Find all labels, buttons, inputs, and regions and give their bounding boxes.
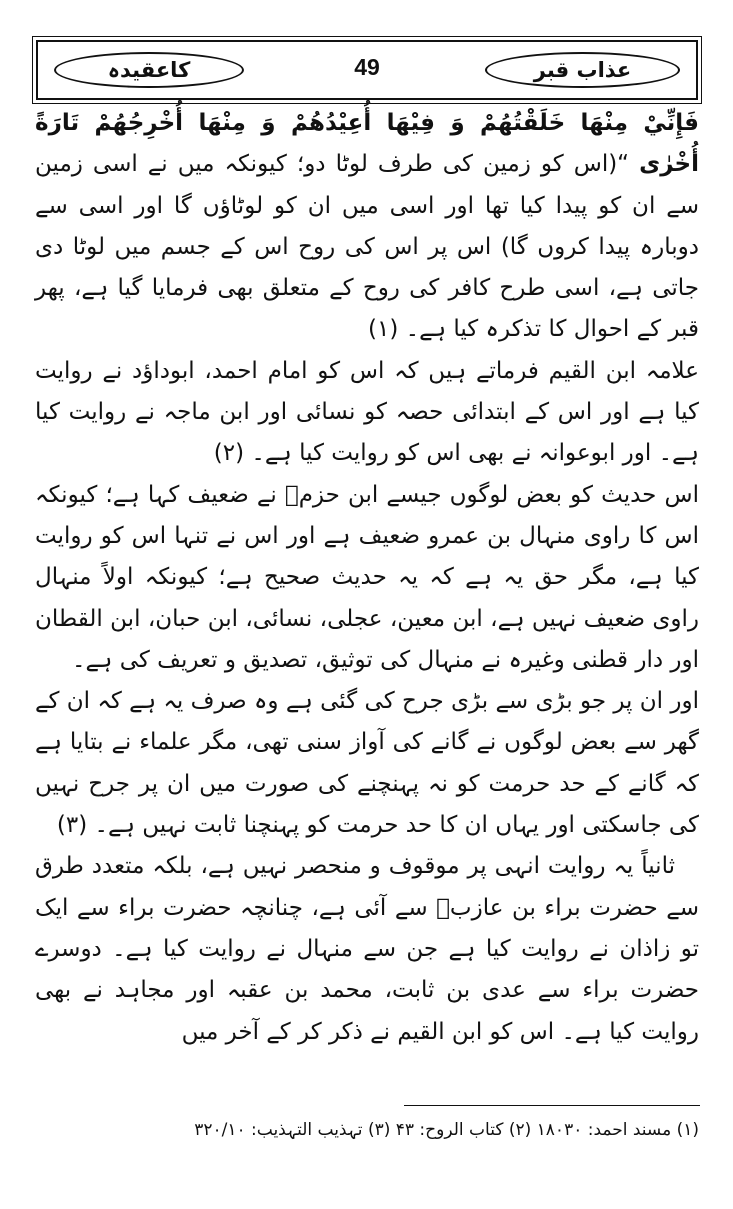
page-body: [35, 103, 699, 1053]
paragraph-2: علامہ ابن القیم فرماتے ہیں کہ اس کو امام احمد، ابوداؤد نے روایت کیا ہے اور اس کے ابتدائی حصہ کو نسائی اور ابن ماجہ نے روایت کیا ہے۔ اور ابوعوانہ نے بھی اس کو روایت کیا ہے۔ (۲): [35, 357, 699, 467]
paragraph-3: اس حدیث کو بعض لوگوں جیسے ابن حزمؒ نے ضعیف کہا ہے؛ کیونکہ اس کا راوی منہال بن عمرو ضعیف ہے اور اس نے تنہا اس کو روایت کیا ہے، مگر حق یہ ہے کہ یہ حدیث صحیح ہے؛ کیونکہ اولاً منہال راوی ضعیف نہیں ہے، ابن معین، عجلی، نسائی، ابن حبان، ابن القطان اور دار قطنی وغیرہ نے منہال کی توثیق، تصدیق و تعریف کی ہے۔: [35, 481, 699, 673]
book-title: عذاب قبر: [485, 52, 680, 88]
footnotes: (۱) مسند احمد: ۱۸۰۳۰ (۲) کتاب الروح: ۴۳ (۳) تہذیب التہذیب: ۳۲۰/۱۰: [194, 1120, 699, 1140]
paragraph-1: [35, 103, 699, 351]
paragraph-4: اور ان پر جو بڑی سے بڑی جرح کی گئی ہے وہ صرف یہ ہے کہ ان کے گھر سے بعض لوگوں نے گانے کی آواز سنی تھی، مگر علماء نے بتایا ہے کہ گانے کے حد حرمت کو نہ پہنچنے کی صورت میں ان پر جرح نہیں کی جاسکتی اور یہاں ان کا حد حرمت کو پہنچنا ثابت نہیں ہے۔ (۳): [35, 688, 699, 839]
footnote-divider: [404, 1105, 700, 1106]
paragraph-1-text: “(اس کو زمین کی طرف لوٹا دو؛ کیونکہ میں نے اسی زمین سے ان کو پیدا کیا تھا اور اسی میں ان کو لوٹاؤں گا اور اسی سے دوبارہ پیدا کروں گا) اس پر اس کی روح اس کے جسم میں لوٹا دی جاتی ہے، اسی طرح کافر کی روح کے متعلق بھی فرمایا گیا ہے، پھر قبر کے احوال کا تذکرہ کیا ہے۔ (۱): [35, 151, 699, 343]
page-header: [36, 40, 698, 100]
page-number: 49: [354, 54, 380, 80]
chapter-label: کاعقیدہ: [54, 52, 244, 88]
paragraph-5: ثانیاً یہ روایت انہی پر موقوف و منحصر نہیں ہے، بلکہ متعدد طرق سے حضرت براء بن عازبؓ سے آئی ہے، چنانچہ حضرت براء سے ایک تو زاذان نے روایت کیا ہے جن سے منہال نے روایت کیا ہے۔ دوسرے حضرت براء سے عدی بن ثابت، محمد بن عقبہ اور مجاہد نے بھی روایت کیا ہے۔ اس کو ابن القیم نے ذکر کر کے آخر میں: [35, 853, 699, 1045]
quran-quote: فَإِنِّيْ مِنْهَا خَلَقْتُهُمْ وَ فِيْهَا أُعِيْدُهُمْ وَ مِنْهَا أُخْرِجُهُمْ تَارَةً أُخْرٰى: [35, 110, 700, 178]
